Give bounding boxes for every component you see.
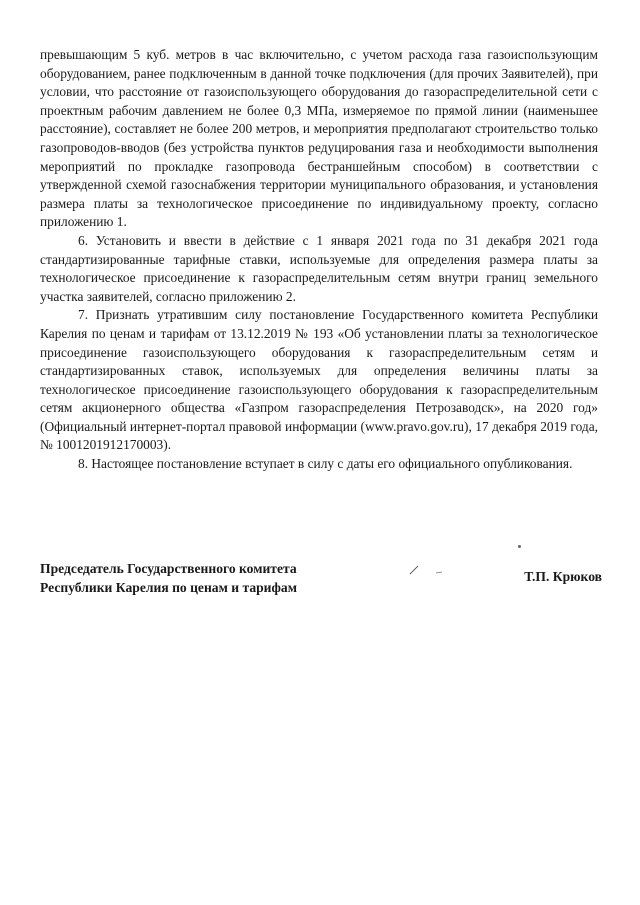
signer-name: Т.П. Крюков bbox=[524, 569, 602, 584]
handwritten-signature-mark bbox=[408, 560, 508, 584]
paragraph-continuation: превышающим 5 куб. метров в час включительно, с учетом расхода газа газоиспользующим оборудованием, ранее подключенным в данной точке подключения (для прочих Заявителей), при условии, что расстояние от газоиспользующего оборудования до газораспределительной сети с проектным рабочим давлением не более 0,3 МПа, измеряемое по прямой линии (наименьшее расстояние), составляет не более 200 метров, и мероприятия предполагают строительство только газопроводов-вводов (без устройства пунктов редуцирования газа и необходимости выполнения мероприятий по прокладке газопровода бестраншейным способом) в соответствии с утвержденной схемой газоснабжения территории муниципального образования, и установления размера платы за технологическое присоединение по индивидуальному проекту, согласно приложению 1. bbox=[40, 47, 598, 230]
signer-title bbox=[40, 560, 380, 597]
signature-block bbox=[40, 560, 602, 600]
document-body bbox=[40, 46, 598, 474]
paragraph-item-8: 8. Настоящее постановление вступает в силу с даты его официального опубликования. bbox=[78, 456, 573, 472]
signer-title-line-1: Председатель Государственного комитета bbox=[40, 561, 297, 576]
ink-dot bbox=[518, 545, 521, 548]
paragraph-item-6: 6. Установить и ввести в действие с 1 января 2021 года по 31 декабря 2021 года стандартизированные тарифные ставки, используемые для определения размера платы за технологическое присоединение к газораспределительным сетям внутри границ земельного участка заявителей, согласно приложению 2. bbox=[40, 232, 598, 304]
signer-title-line-2: Республики Карелия по ценам и тарифам bbox=[40, 579, 297, 595]
paragraph-item-7: 7. Признать утратившим силу постановление Государственного комитета Республики Карелия по ценам и тарифам от 13.12.2019 № 193 «Об установлении платы за технологическое присоединение газоиспользующего оборудования к газораспределительным сетям и стандартизированных ставок, используемых для определения величины платы за технологическое присоединение газоиспользующего оборудования к газораспределительным сетям акционерного общества «Газпром газораспределения Петрозаводск», на 2020 год» (Официальный интернет-портал правовой информации (www.pravo.gov.ru), 17 декабря 2019 года, № 1001201912170003). bbox=[40, 307, 598, 453]
